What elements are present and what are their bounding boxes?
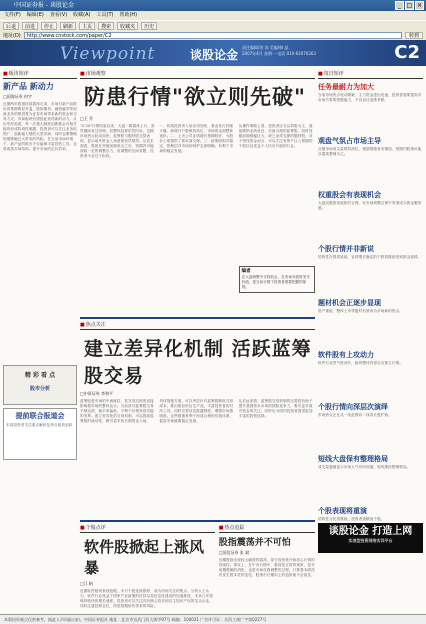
stop-button[interactable]: 停止	[41, 22, 57, 30]
right-item	[318, 82, 423, 133]
section-divider	[80, 520, 315, 522]
window-controls	[395, 1, 424, 10]
history-button[interactable]: 历史	[141, 22, 157, 30]
right-item-title[interactable]: 个股表现将重演	[318, 507, 367, 515]
editor-note-title: 编者	[241, 269, 251, 274]
right-item	[318, 136, 423, 187]
page-number: C2	[394, 42, 420, 63]
right-item-title[interactable]: 软件股有上攻动力	[318, 351, 374, 359]
menu-view[interactable]: 查看(V)	[49, 12, 68, 18]
menu-tools[interactable]: 工具(T)	[96, 12, 114, 18]
right-item	[318, 454, 423, 503]
masthead-info	[242, 45, 392, 57]
third-headline[interactable]: 软件股掀起上涨风暴	[84, 538, 205, 577]
masthead	[0, 40, 426, 66]
ad-subtitle: 实战型投资网络实训平台	[348, 538, 393, 543]
lead-author: □王 乔	[80, 116, 94, 121]
ad-title: 谈股论金 打造上网	[328, 526, 413, 537]
right-item	[318, 190, 423, 241]
lead-text-col: 一、机构投资者入场步伐加快，基金发行持续火爆，新增开户数维持高位，市场资金面整体宽松。二、上市公司业绩增长预期较好，为股价上涨提供了基本面支撑。三、政策面相对稳定，管理层对市场的呵护态度明确，有利于市场的稳定发展。	[159, 124, 234, 153]
middle-column	[80, 70, 315, 624]
second-text-col: 蓝筹股是市场的中流砥柱，其交易活跃度直接影响着市场的整体运行。当前部分蓝筹股交易不够活跃，换手率偏低，不利于价格发现功能的发挥。建立差异化的交易机制，可以提高蓝筹股的流动性，吸引更多的长期资金入场。	[80, 399, 154, 423]
left-article-title[interactable]: 新产品 新动力	[3, 82, 54, 91]
close-icon[interactable]: ×	[416, 2, 423, 9]
back-button[interactable]: 后退	[3, 22, 19, 30]
left-article-text: 近期两市股指持续震荡走高，市场对新产品推出的预期明显升温，股指期货、融资融券等创新业务的推进将为证券市场带来新的资金和交易方式，券商板块有望因此获得新的动力。从历史经验看，每一次重大制度创新都会对相关板块形成阶段性刺激，投资者可以关注业务范围广、创新能力强的大型券商，同时也要警惕短期涨幅过大带来的风险。在当前市场环境下，新产品的推出不仅能够丰富投资工具，也将改善市场结构，提升市场的定价效率。	[3, 102, 77, 151]
left-column	[3, 70, 77, 460]
bottom-articles	[80, 524, 315, 624]
lead-text-col: "5·30"行情结束以来，大盘一路震荡上行，虽然期间有过回调，但整体趋势依然向好。近期市场热点轮动加快，蓝筹股与题材股交替表现，显示场外资金入场意愿依然强烈。从技术面看，股指在突破前期高点之后，短期内可能面临一定的调整压力，但调整的空间有限，投资者不必过于担忧。	[80, 124, 155, 158]
left-article-author: □国海证券 何宇	[3, 94, 33, 99]
right-item-text: 大盘权重股估值相对合理，在市场调整过程中有望成为资金避风港。	[318, 201, 422, 210]
left-ad	[3, 408, 77, 460]
right-column	[318, 70, 423, 547]
left-box	[3, 365, 77, 405]
second-text-col: 从长远来看，蓝筹股交易机制的完善将有助于提升我国资本市场的国际竞争力，吸引更多境外资金的关注，同时也为国内投资者提供更加丰富的投资选择。	[238, 399, 313, 418]
section-divider	[80, 317, 315, 319]
left-box-ad[interactable]: 股市分析	[29, 386, 50, 392]
lead-article-body	[80, 124, 315, 314]
newspaper-page	[0, 40, 426, 624]
right-item-text: 市场热点正在从一线蓝筹向二线成长股扩散。	[318, 413, 392, 417]
masthead-logo: Viewpoint	[60, 44, 156, 64]
right-item-text: 结构性行情将延续，业绩增长确定的个股将继续受到资金追捧。	[318, 255, 422, 259]
third-tag: ■ 个股点评	[80, 524, 215, 533]
right-item-title[interactable]: 观盘气氛占市场主导	[318, 137, 381, 145]
menu-bar	[0, 11, 426, 20]
window-titlebar	[0, 0, 426, 11]
lead-headline[interactable]: 防患行情"欲立则先破"	[84, 85, 306, 109]
left-tag: ■ 板块短评	[3, 70, 77, 79]
address-bar	[0, 31, 426, 40]
right-item	[318, 350, 423, 399]
menu-help[interactable]: 帮助(H)	[119, 12, 138, 18]
fourth-headline[interactable]: 股指震荡并不可怕	[218, 538, 291, 548]
lead-text-col: 从操作策略上看，投资者应当以持股为主，逢低吸纳业绩优良、估值合理的蓝筹股，同时回避前期涨幅过大、缺乏业绩支撑的题材股。对于短线资金而言，可以关注有资产注入预期的个股以及受益于人民币升值的行业。	[238, 124, 313, 148]
right-item-text: 结构性分化将继续，投资者需精选个股。	[318, 517, 385, 521]
second-author: □中原证券 李和平	[80, 391, 114, 396]
right-item-title[interactable]: 权重股会有表现机会	[318, 191, 381, 199]
right-item-text: 软件行业景气度回升，板块整体有望走出独立行情。	[318, 361, 403, 365]
editor-note-text: 在大盘调整中寻找机会，在市场分歧时坚守价值，是当前行情下投资者需要把握的原则。	[241, 275, 310, 289]
fourth-text: 近期股指出现较大幅度的震荡，部分投资者开始担心行情的持续性。事实上，在牛市行情中，震荡是正常的现象，是对前期涨幅的消化，也是市场自我调整的过程。只要基本面没有发生根本性的变化，股指中长期向上的趋势就不会改变。	[218, 558, 315, 577]
right-item-text: 成交量萎缩显示市场人气有所回落，短线维持整理格局。	[318, 465, 411, 469]
address-input[interactable]: http://www.cnstock.com/paper/C2	[24, 32, 402, 39]
section-title: 谈股论金	[190, 48, 239, 62]
right-item	[318, 402, 423, 451]
second-text-col: 具体措施方面，可以考虑针对蓝筹股降低交易成本，推出相应的衍生产品，丰富投资者的对冲工具，同时完善信息披露制度，增强市场透明度。这些措施有利于形成合理的估值体系，促进市场健康稳定发展。	[159, 399, 234, 423]
third-author: □江 帆	[80, 581, 94, 586]
maximize-icon[interactable]: □	[406, 2, 413, 9]
favorites-button[interactable]: 收藏夹	[117, 22, 138, 30]
right-item-title[interactable]: 个股行情向深层次演绎	[318, 403, 388, 411]
search-button[interactable]: 搜索	[98, 22, 114, 30]
bottom-right-ad[interactable]	[318, 523, 423, 553]
right-item-text: 当前市场热点轮动频繁，主力资金进出迅速，投资者需要提高对市场节奏的把握能力，不宜盲目追涨杀跌。	[318, 93, 422, 102]
home-button[interactable]: 主页	[79, 22, 95, 30]
right-item	[318, 244, 423, 295]
right-item-title[interactable]: 任务最耐力为加大	[318, 83, 374, 91]
minimize-icon[interactable]: _	[395, 1, 404, 10]
go-button[interactable]: 转到	[405, 32, 423, 39]
fourth-author: □国信证券 张 斌	[218, 550, 250, 555]
refresh-button[interactable]: 刷新	[60, 22, 76, 30]
right-item-title[interactable]: 短线大盘保有整理格局	[318, 455, 388, 463]
right-item-title[interactable]: 题材机会正逐步显现	[318, 299, 381, 307]
masthead-info-line: 责任编辑/余 涛 美编/韩 晶	[242, 45, 289, 50]
fourth-tag: ■ 热点追踪	[219, 524, 315, 533]
third-text: 近期软件板块表现抢眼，多只个股连续涨停，成为市场关注的焦点。分析人士认为，软件行业受益于国家产业政策的扶持以及信息化建设的加速推进，未来几年将保持较快的增长速度。投资者可以关注具有核心技术和自主知识产权的龙头企业，同时注意控制仓位，防范短期炒作带来的风险。	[80, 589, 213, 608]
lead-tag: ■ 市场观察	[80, 70, 315, 79]
bottom-article-2	[219, 524, 315, 624]
right-item-text: 资产重组、整体上市等题材有望成为市场新的热点。	[318, 309, 403, 313]
page-footer: 本版投资观点仅供参考，据此入市风险自担。中国证券报社 地址：北京市宣武门西大街甲97号 邮编：100031 广告许可证：京西工商广字第0227号	[0, 614, 426, 624]
left-ad-title[interactable]: 提前联合报道会	[15, 412, 65, 420]
left-box-title: 精 彩 看 点	[24, 372, 56, 379]
right-item-text: 近期市场成交量维持高位，观望情绪有所增加，短期内股指可能以震荡整理为主。	[318, 147, 422, 156]
left-ad-text: 本周投资者关注重点解析及热点板块追踪	[6, 423, 73, 427]
second-article-body	[80, 399, 315, 517]
menu-favorites[interactable]: 收藏(A)	[73, 12, 91, 18]
right-tag: ■ 每日短评	[318, 70, 423, 79]
editor-note	[239, 266, 315, 293]
masthead-info-line: 2007年4月 星期一 电话 010-63070263	[242, 51, 316, 56]
forward-button[interactable]: 前进	[22, 22, 38, 30]
right-item	[318, 298, 423, 347]
second-headline[interactable]: 建立差异化机制 活跃蓝筹股交易	[84, 338, 312, 387]
right-item-title[interactable]: 个股行情并非新说	[318, 245, 374, 253]
bottom-article-1	[80, 524, 215, 624]
second-tag: ■ 焦点关注	[80, 321, 315, 330]
address-label: 地址(D)	[3, 33, 21, 39]
browser-toolbar	[0, 20, 426, 31]
menu-edit[interactable]: 编辑(E)	[26, 12, 44, 18]
window-title: 中国证券报 - 谈股论金	[14, 2, 74, 9]
menu-file[interactable]: 文件(F)	[4, 12, 21, 18]
